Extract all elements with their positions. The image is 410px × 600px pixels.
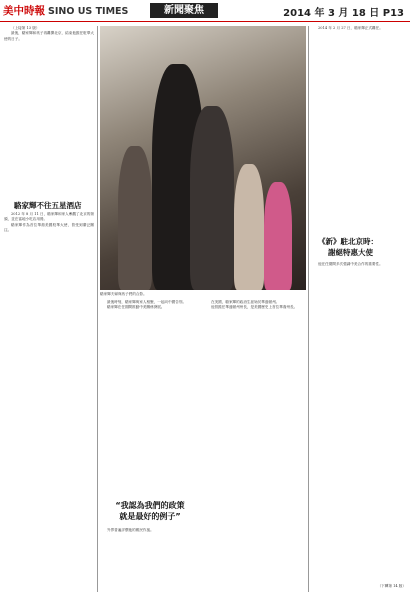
photo-figure-child xyxy=(264,182,292,290)
paragraph: 他曾擔任華盛頓州州長，是美國歷史上首位華裔州長。 xyxy=(211,305,298,310)
column-divider xyxy=(308,26,309,592)
paragraph: 在美國，駱家輝的政治生涯始於華盛頓州。 xyxy=(211,300,280,304)
photo-figure-child xyxy=(234,164,264,290)
left-headline: 駱家輝不往五星酒店 xyxy=(14,201,82,210)
paragraph: 外界普遍評價他的親民作風。 xyxy=(107,528,154,532)
paragraph: 2012 年 8 月 11 日，駱家輝和家人參觀了北京的街頭，並在當地小吃店用餐。 xyxy=(4,212,94,222)
paragraph: 最後時刻，駱家輝與家人相聚，一起向中國告別。 xyxy=(107,300,187,304)
section-tag: 新聞聚焦 xyxy=(150,3,218,18)
paragraph: 他在任期間多次強調中美合作的重要性。 xyxy=(318,262,383,266)
pull-quote xyxy=(100,500,200,522)
column-divider xyxy=(97,26,98,592)
paragraph: 2014 年 2 月 27 日，駱家輝正式離任。 xyxy=(318,26,383,30)
paragraph: 駱家輝在任期間推動中美關係發展。 xyxy=(107,305,165,310)
right-headline-line1: 《新》駐北京時： xyxy=(318,237,378,246)
page-header xyxy=(0,0,410,22)
right-column-body xyxy=(311,262,407,580)
brand-chinese: 美中時報 xyxy=(3,5,45,17)
photo-figure-child xyxy=(118,146,152,290)
pull-quote-line: “我認為我們的政策 xyxy=(115,501,185,510)
photo-caption: 駱家輝夫婦與孩子們的合影。 xyxy=(100,292,147,296)
left-column-top xyxy=(4,26,94,136)
right-column-top xyxy=(311,26,407,232)
continued-next-page: （下轉第 14 版） xyxy=(377,584,406,588)
left-column-body xyxy=(4,212,94,592)
middle-column-a xyxy=(100,300,200,490)
date-page-number: 2014 年 3 月 18 日 P13 xyxy=(283,8,404,19)
paragraph: 最後，駱家輝和孩子再離開北京，結束他擔任駐華大使的日子。 xyxy=(4,31,94,41)
paragraph: 駱家輝作為首位華裔美國駐華大使，曾受到廣泛關注。 xyxy=(4,222,94,233)
middle-column-a-end xyxy=(100,528,200,590)
photo-figure-woman xyxy=(190,106,234,290)
brand-english: SINO US TIMES xyxy=(48,6,129,17)
right-headline-line2: 謝絕特惠大使 xyxy=(328,248,373,257)
pull-quote-line: 就是最好的例子” xyxy=(119,512,181,521)
masthead-brand xyxy=(3,3,128,18)
middle-column-b xyxy=(204,300,306,590)
continued-note: （上接第 13 版） xyxy=(11,26,40,30)
family-photo xyxy=(100,26,306,290)
